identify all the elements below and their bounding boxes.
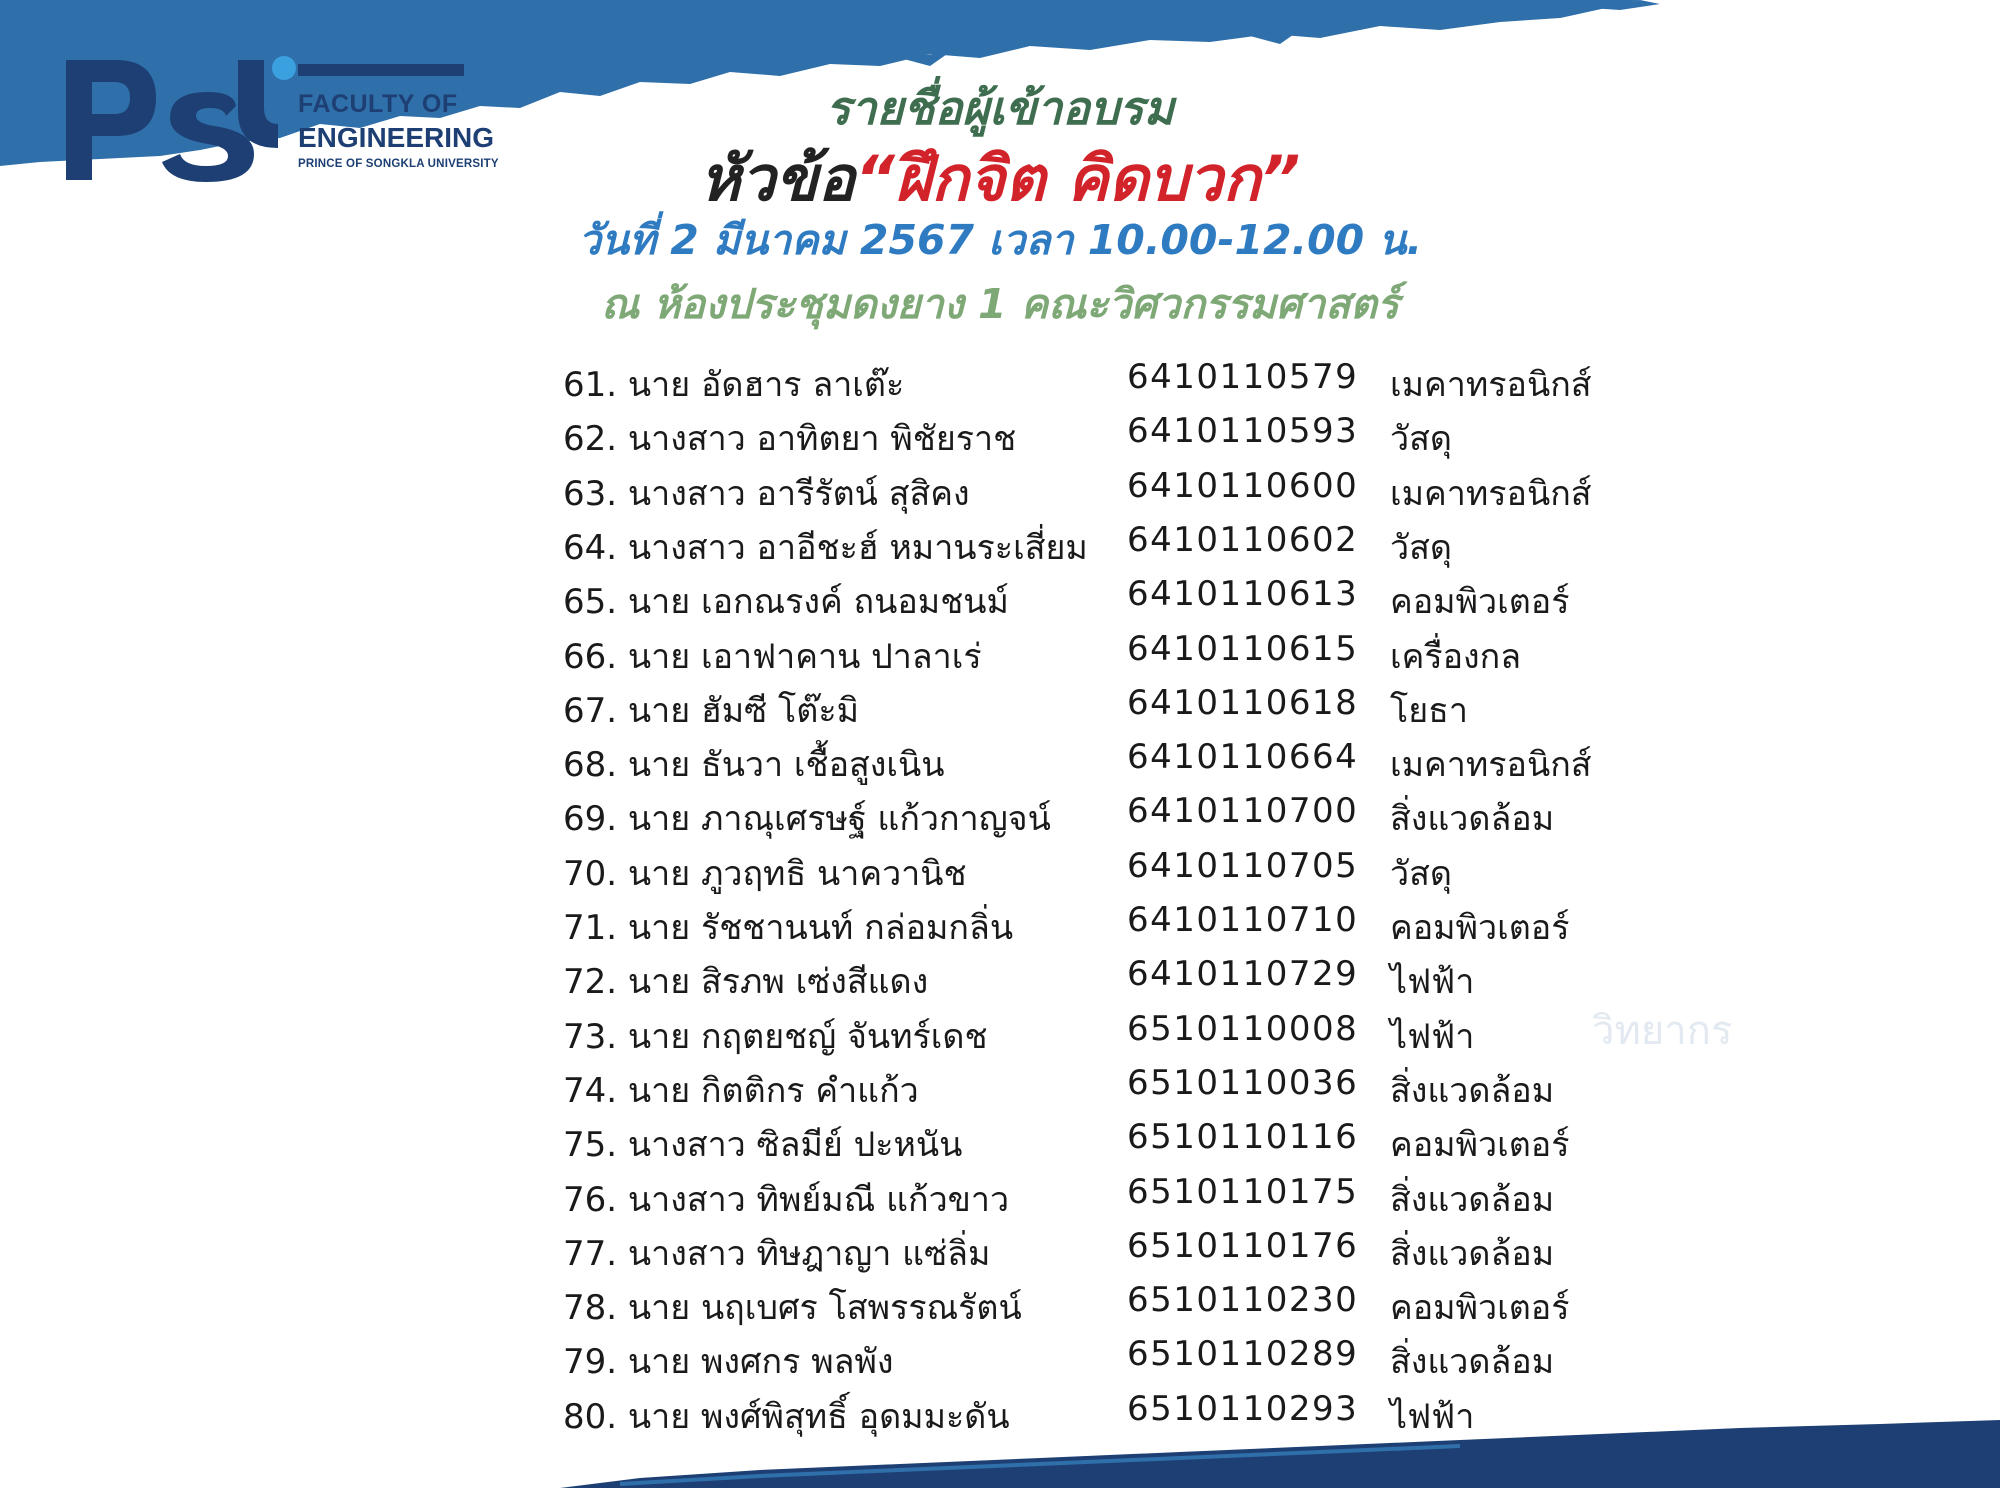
- participant-name: 62. นางสาว อาทิตยา พิชัยราช: [563, 419, 1017, 460]
- student-id: 6410110729: [1127, 954, 1359, 995]
- list-item: [0, 520, 2000, 574]
- department: ไฟฟ้า: [1390, 962, 1475, 1003]
- list-item: [0, 737, 2000, 791]
- logo-university: PRINCE OF SONGKLA UNIVERSITY: [298, 158, 499, 170]
- student-id: 6410110615: [1127, 628, 1359, 669]
- participant-name: 80. นาย พงศ์พิสุทธิ์ อุดมมะดัน: [563, 1396, 1010, 1437]
- psu-engineering-logo: [58, 52, 498, 182]
- department: วัสดุ: [1390, 853, 1452, 894]
- department: สิ่งแวดล้อม: [1390, 1179, 1555, 1220]
- list-item: [0, 1280, 2000, 1334]
- list-item: [0, 900, 2000, 954]
- student-id: 6410110602: [1127, 519, 1359, 560]
- participant-name: 79. นาย พงศกร พลพัง: [563, 1342, 894, 1383]
- student-id: 6410110579: [1127, 357, 1359, 397]
- list-item: [0, 683, 2000, 737]
- participant-name: 65. นาย เอกณรงค์ ถนอมชนม์: [563, 582, 1009, 623]
- student-id: 6510110116: [1127, 1117, 1359, 1158]
- department: คอมพิวเตอร์: [1390, 908, 1570, 948]
- topic-name: “ฝึกจิต คิดบวก”: [854, 142, 1301, 215]
- topic-prefix: หัวข้อ: [699, 142, 855, 215]
- logo-faculty-of: FACULTY OF: [298, 90, 458, 118]
- event-venue: ณ ห้องประชุมดงยาง 1 คณะวิศวกรรมศาสตร์: [601, 280, 1399, 328]
- page-title: รายชื่อผู้เข้าอบรม: [825, 81, 1175, 135]
- participant-name: 64. นางสาว อาอีชะฮ์ หมานระเสี่ยม: [563, 527, 1088, 568]
- participant-name: 74. นาย กิตติกร คำแก้ว: [563, 1070, 919, 1111]
- logo-dot: [272, 56, 296, 80]
- student-id: 6410110710: [1127, 900, 1359, 940]
- list-item: [0, 1389, 2000, 1443]
- participant-name: 77. นางสาว ทิษฎาญา แซ่ลิ่ม: [563, 1233, 991, 1274]
- student-id: 6510110289: [1127, 1334, 1359, 1375]
- participant-name: 78. นาย นฤเบศร โสพรรณรัตน์: [563, 1288, 1022, 1329]
- list-item: [0, 791, 2000, 845]
- department: วัสดุ: [1390, 419, 1452, 460]
- student-id: 6510110176: [1127, 1225, 1359, 1266]
- participant-name: 70. นาย ภูวฤทธิ นาควานิช: [563, 853, 967, 894]
- department: คอมพิวเตอร์: [1390, 582, 1570, 623]
- logo-engineering: ENGINEERING: [298, 122, 495, 153]
- department: เมคาทรอนิกส์: [1390, 365, 1592, 405]
- participant-name: 66. นาย เอาฟาคาน ปาลาเร่: [563, 636, 982, 677]
- list-item: [0, 1334, 2000, 1388]
- department: คอมพิวเตอร์: [1390, 1125, 1570, 1166]
- student-id: 6410110593: [1127, 411, 1359, 452]
- participant-name: 69. นาย ภาณุเศรษฐ์ แก้วกาญจน์: [563, 799, 1051, 840]
- student-id: 6510110230: [1127, 1280, 1359, 1321]
- list-item: [0, 1172, 2000, 1226]
- department: เมคาทรอนิกส์: [1390, 473, 1592, 514]
- student-id: 6410110613: [1127, 574, 1359, 615]
- list-item: [0, 357, 2000, 411]
- participant-name: 67. นาย ฮัมซี โต๊ะมิ: [563, 690, 860, 731]
- participant-name: 71. นาย รัชชานนท์ กล่อมกลิ่น: [563, 908, 1014, 948]
- logo-bar: [298, 64, 464, 76]
- participant-name: 68. นาย ธันวา เชื้อสูงเนิน: [563, 745, 945, 786]
- student-id: 6410110705: [1127, 845, 1359, 886]
- list-item: [0, 466, 2000, 520]
- psu-logo-mark: [58, 52, 298, 182]
- list-item: [0, 574, 2000, 628]
- department: โยธา: [1390, 690, 1469, 731]
- list-item: [0, 1063, 2000, 1117]
- student-id: 6410110618: [1127, 682, 1359, 723]
- participant-name: 76. นางสาว ทิพย์มณี แก้วขาว: [563, 1179, 1010, 1220]
- student-id: 6510110036: [1127, 1062, 1359, 1103]
- department: วัสดุ: [1390, 527, 1452, 568]
- department: คอมพิวเตอร์: [1390, 1288, 1570, 1329]
- department: สิ่งแวดล้อม: [1390, 1233, 1555, 1274]
- list-item: [0, 411, 2000, 465]
- watermark-text: วิทยากร: [1592, 1008, 1733, 1054]
- student-id: 6410110664: [1127, 737, 1359, 778]
- student-id: 6510110293: [1127, 1388, 1359, 1429]
- department: สิ่งแวดล้อม: [1390, 1070, 1555, 1111]
- department: เครื่องกล: [1390, 636, 1522, 677]
- participant-name: 72. นาย สิรภพ เซ่งสีแดง: [563, 962, 929, 1003]
- student-id: 6510110175: [1127, 1171, 1359, 1212]
- department: ไฟฟ้า: [1390, 1396, 1475, 1437]
- list-item: [0, 1117, 2000, 1171]
- participant-name: 63. นางสาว อารีรัตน์ สุสิคง: [563, 473, 970, 514]
- list-item: [0, 1226, 2000, 1280]
- participant-name: 73. นาย กฤตยชญ์ จันทร์เดช: [563, 1016, 988, 1057]
- event-datetime: วันที่ 2 มีนาคม 2567 เวลา 10.00-12.00 น.: [577, 216, 1423, 264]
- participant-name: 61. นาย อัดฮาร ลาเต๊ะ: [563, 365, 905, 405]
- list-item: [0, 846, 2000, 900]
- student-id: 6410110600: [1127, 465, 1359, 506]
- department: เมคาทรอนิกส์: [1390, 745, 1592, 786]
- student-id: 6510110008: [1127, 1008, 1359, 1049]
- participant-name: 75. นางสาว ซิลมีย์ ปะหนัน: [563, 1125, 963, 1166]
- department: สิ่งแวดล้อม: [1390, 1342, 1555, 1383]
- student-id: 6410110700: [1127, 791, 1359, 832]
- department: ไฟฟ้า: [1390, 1016, 1475, 1057]
- department: สิ่งแวดล้อม: [1390, 799, 1555, 840]
- list-item: [0, 629, 2000, 683]
